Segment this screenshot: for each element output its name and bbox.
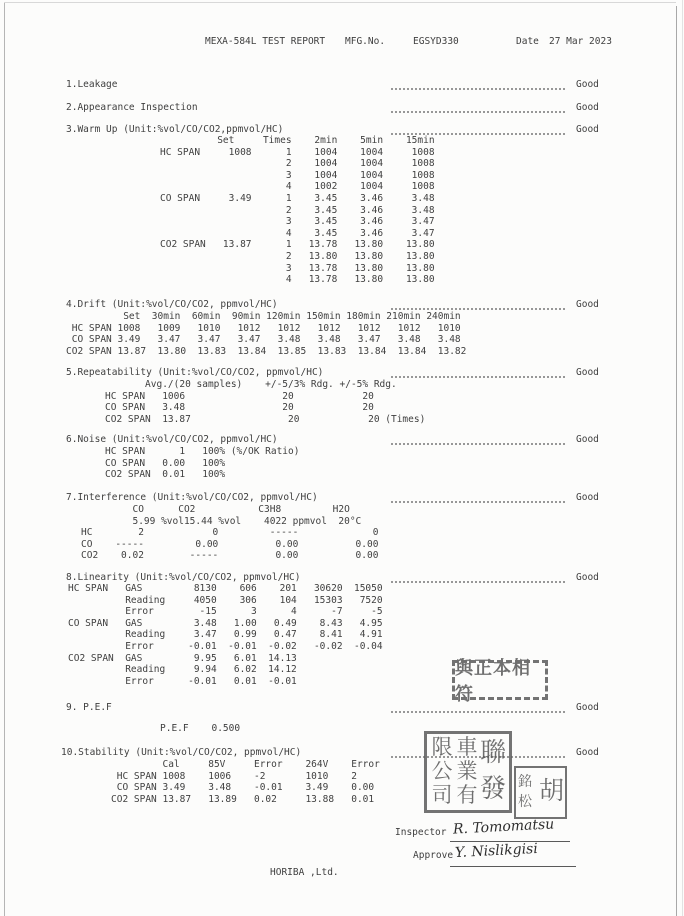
section-1-status: Good [576,79,599,90]
warmup-table [160,135,435,286]
stability-header-row: Cal 85V Error 264V Error [111,759,386,770]
linearity-row: Error -0.01 0.01 -0.01 [68,675,383,687]
name-seal-column-left: 銘松 [518,774,532,810]
linearity-table [68,583,383,687]
warmup-row: 3 1004 1004 1008 [160,169,435,181]
pef-table [160,723,246,735]
linearity-row: Reading 9.94 6.02 14.12 [68,664,383,676]
section-1-heading: 1.Leakage [66,79,118,90]
section-7-status: Good [576,492,599,503]
name-seal-column-right: 胡 [539,776,565,805]
section-9-dotted-leader [391,711,565,713]
section-9-status: Good [576,702,599,713]
section-10-status: Good [576,747,599,758]
warmup-row: 2 1004 1004 1008 [160,158,435,170]
scan-edge-top [4,2,676,3]
approve-label: Approve [413,850,454,861]
drift-table [66,311,466,357]
section-2-dotted-leader [391,111,565,113]
interference-table [81,504,378,562]
warmup-row: 4 3.45 3.46 3.47 [160,227,435,239]
drift-row: HC SPAN 1008 1009 1010 1012 1012 1012 1012 1012 1010 [66,322,461,334]
date-label: Date [516,36,539,47]
warmup-row: CO SPAN 3.49 1 3.45 3.46 3.48 [160,192,435,204]
warmup-row: 3 13.78 13.80 13.80 [160,262,435,274]
section-6-status: Good [576,434,599,445]
date-value: 27 Mar 2023 [549,36,612,47]
warmup-header-row: Set Times 2min 5min 15min [160,135,435,146]
approve-signature: Y. Nislikgisi [454,840,539,862]
section-2-status: Good [576,102,599,113]
section-5-status: Good [576,367,599,378]
section-4-heading: 4.Drift (Unit:%vol/CO/CO2, ppmvol/HC) [66,299,278,310]
section-9-heading: 9. P.E.F [66,702,112,713]
approve-signature-line [450,866,576,867]
drift-header-row: Set 30min 60min 90min 120min 150min 180min 210min 240min [66,311,461,322]
linearity-row: HC SPAN GAS 8130 606 201 30620 15050 [68,583,383,594]
section-3-status: Good [576,124,599,135]
warmup-row: 2 3.45 3.46 3.48 [160,204,435,216]
noise-row: HC SPAN 1 100% (%/OK Ratio) [105,446,300,457]
scan-edge-right-faint [682,0,683,916]
name-seal-stamp [514,766,567,819]
section-10-heading: 10.Stability (Unit:%vol/CO/CO2, ppmvol/HC) [61,747,302,758]
mfg-no-label: MFG.No. [345,36,386,47]
section-8-status: Good [576,572,599,583]
stability-row: CO2 SPAN 13.87 13.89 0.02 13.88 0.01 [111,793,386,805]
repeatability-table [105,379,425,425]
section-8-dotted-leader [391,581,565,583]
linearity-row: CO SPAN GAS 3.48 1.00 0.49 8.43 4.95 [68,617,383,629]
section-4-status: Good [576,299,599,310]
company-seal-stamp [424,731,512,813]
company-seal-column-middle: 車業有 [456,735,478,807]
interference-gas-header-row: CO CO2 C3H8 H2O [81,504,367,515]
scan-edge-right [676,6,677,916]
section-3-heading: 3.Warm Up (Unit:%vol/CO/CO2,ppmvol/HC) [66,124,284,135]
section-8-heading: 8.Linearity (Unit:%vol/CO/CO2, ppmvol/HC) [66,572,301,583]
section-1-dotted-leader [391,88,565,90]
report-title: MEXA-584L TEST REPORT [205,36,326,47]
warmup-row: 2 13.80 13.80 13.80 [160,250,435,262]
warmup-row: 4 1002 1004 1008 [160,181,435,193]
section-7-heading: 7.Interference (Unit:%vol/CO/CO2, ppmvol/HC) [66,492,318,503]
pef-row: P.E.F 0.500 [160,723,246,734]
section-6-heading: 6.Noise (Unit:%vol/CO/CO2, ppmvol/HC) [66,434,278,445]
section-7-dotted-leader [391,501,565,503]
company-seal-column-left: 限公司 [431,735,453,807]
section-5-dotted-leader [391,376,565,378]
interference-row: CO ----- 0.00 0.00 0.00 [81,538,379,550]
repeatability-row: CO SPAN 3.48 20 20 [105,402,420,414]
interference-conc-header-row: 5.99 %vol15.44 %vol 4022 ppmvol 20°C [81,515,373,527]
noise-row: CO SPAN 0.00 100% [105,457,300,469]
drift-row: CO SPAN 3.49 3.47 3.47 3.47 3.48 3.48 3.47 3.48 3.48 [66,334,461,346]
linearity-row: Reading 3.47 0.99 0.47 8.41 4.91 [68,629,383,641]
section-6-dotted-leader [391,443,565,445]
repeatability-row: HC SPAN 1006 20 20 [105,390,420,402]
warmup-row: 4 13.78 13.80 13.80 [160,274,435,286]
noise-table [105,446,299,481]
stability-row: HC SPAN 1008 1006 -2 1010 2 [111,770,386,782]
inspector-signature: R. Tomomatsu [452,816,555,838]
interference-row: HC 2 0 ----- 0 [81,527,379,539]
section-4-dotted-leader [391,308,565,310]
section-2-heading: 2.Appearance Inspection [66,102,198,113]
stability-row: CO SPAN 3.49 3.48 -0.01 3.49 0.00 [111,782,386,794]
warmup-row: CO2 SPAN 13.87 1 13.78 13.80 13.80 [160,239,435,251]
drift-row: CO2 SPAN 13.87 13.80 13.83 13.84 13.85 13.83 13.84 13.84 13.82 [66,345,467,357]
warmup-row: 3 3.45 3.46 3.47 [160,216,435,228]
inspector-label: Inspector [395,827,447,838]
warmup-row: HC SPAN 1008 1 1004 1004 1008 [160,146,435,158]
linearity-row: Error -15 3 4 -7 -5 [68,606,383,618]
company-seal-column-right: 聯發 [480,738,507,804]
repeatability-header-row: Avg./(20 samples) +/-5/3% Rdg. +/-5% Rdg. [105,379,397,390]
mfg-no-value: EGSYD330 [413,36,459,47]
interference-row: CO2 0.02 ----- 0.00 0.00 [81,550,379,562]
linearity-row: Error -0.01 -0.01 -0.02 -0.02 -0.04 [68,640,383,652]
certification-stamp-text: 與正本相符 [455,658,531,705]
noise-row: CO2 SPAN 0.01 100% [105,469,300,481]
footer-company: HORIBA ,Ltd. [270,867,339,878]
linearity-row: Reading 4050 306 104 15303 7520 [68,594,383,606]
stability-table [111,759,386,805]
section-5-heading: 5.Repeatability (Unit:%vol/CO/CO2, ppmvol/HC) [66,367,324,378]
certification-stamp [452,658,548,705]
linearity-row: CO2 SPAN GAS 9.95 6.01 14.13 [68,652,383,664]
repeatability-row: CO2 SPAN 13.87 20 20 (Times) [105,413,426,425]
scan-edge-left [4,2,5,916]
